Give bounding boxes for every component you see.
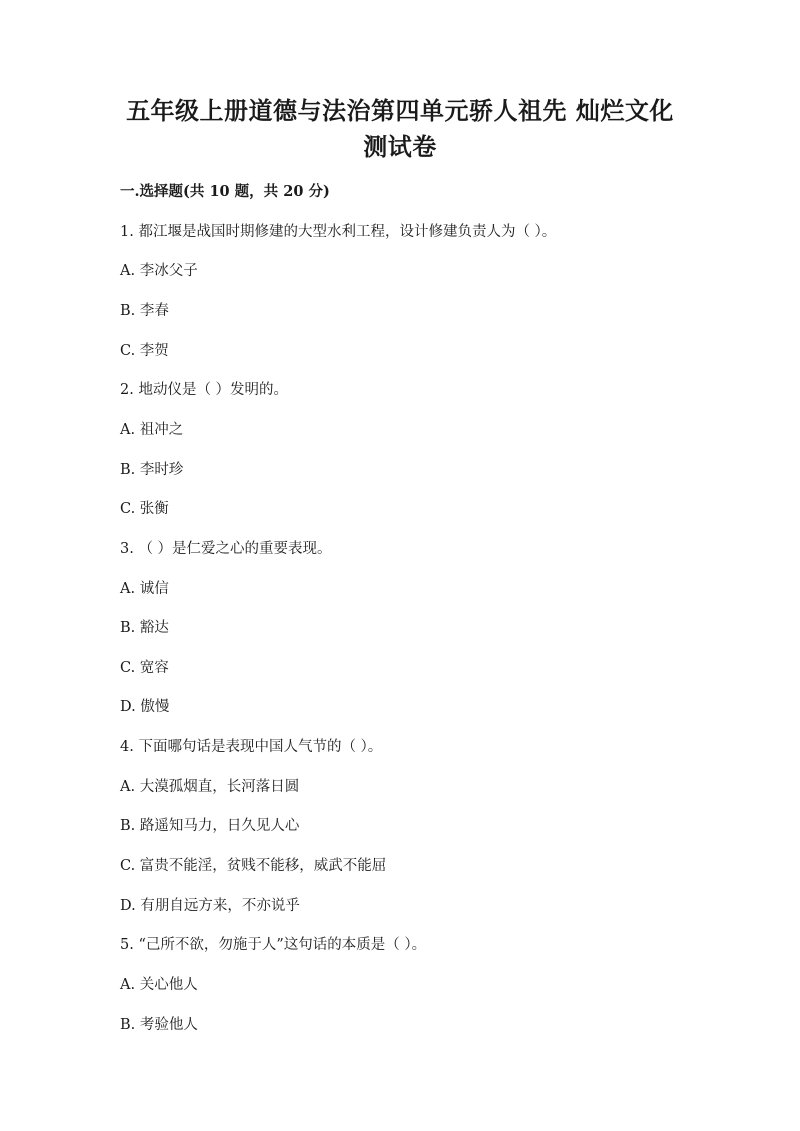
question-5-option-a: A. 关心他人 [120,977,198,993]
question-1-option-a: A. 李冰父子 [120,263,198,279]
question-3-option-c: C. 宽容 [120,660,169,676]
question-4-option-c: C. 富贵不能淫，贫贱不能移，威武不能屈 [120,858,387,874]
question-2-stem: 2. 地动仪是（ ）发明的。 [120,382,289,398]
question-2-option-c: C. 张衡 [120,501,169,517]
question-5-option-b: B. 考验他人 [120,1017,198,1033]
question-5-stem: 5. “己所不欲，勿施于人”这句话的本质是（ ）。 [120,937,427,953]
question-2-option-a: A. 祖冲之 [120,422,184,438]
question-3-stem: 3. （ ）是仁爱之心的重要表现。 [120,541,332,557]
section-heading: 一.选择题(共 10 题，共 20 分) [120,183,330,200]
title-line-2: 测试卷 [363,132,437,161]
question-3-option-a: A. 诚信 [120,581,169,597]
question-3-option-b: B. 豁达 [120,620,169,636]
question-4-option-d: D. 有朋自远方来，不亦说乎 [120,898,300,914]
question-1-option-c: C. 李贺 [120,343,169,359]
question-2-option-b: B. 李时珍 [120,462,184,478]
question-3-option-d: D. 傲慢 [120,699,170,715]
question-4-option-a: A. 大漠孤烟直，长河落日圆 [120,779,300,795]
question-4-stem: 4. 下面哪句话是表现中国人气节的（ ）。 [120,739,383,755]
title-line-1: 五年级上册道德与法治第四单元骄人祖先 灿烂文化 [126,96,674,125]
question-1-option-b: B. 李春 [120,303,169,319]
page-title [60,93,740,165]
question-1-stem: 1. 都江堰是战国时期修建的大型水利工程，设计修建负责人为（ ）。 [120,224,557,240]
question-4-option-b: B. 路遥知马力，日久见人心 [120,818,300,834]
